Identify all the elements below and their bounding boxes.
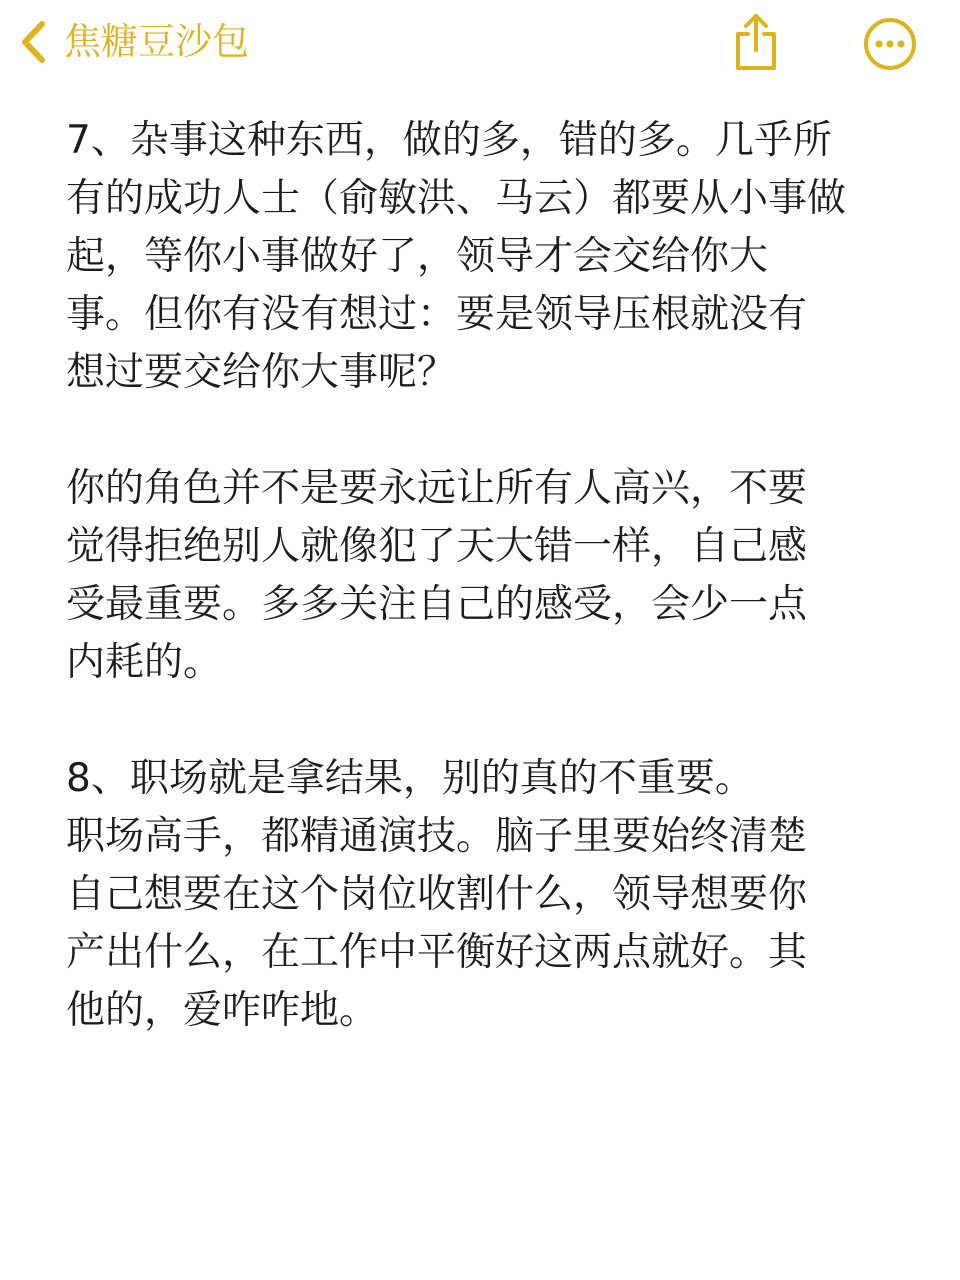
more-button[interactable]: [862, 16, 918, 72]
note-body[interactable]: [66, 112, 906, 1098]
note-line: 7、杂事这种东西，做的多，错的多。几乎所: [66, 118, 832, 163]
more-icon: [862, 57, 918, 76]
note-line: 产出什么，在工作中平衡好这两点就好。其: [66, 930, 808, 975]
note-line: 内耗的。: [66, 640, 223, 685]
note-line: 想过要交给你大事呢？: [66, 350, 457, 395]
note-line: 起，等你小事做好了，领导才会交给你大: [66, 234, 769, 279]
note-paragraph: [66, 112, 906, 402]
note-line: 职场高手，都精通演技。脑子里要始终清楚: [66, 814, 808, 859]
note-line: 自己想要在这个岗位收割什么，领导想要你: [66, 872, 808, 917]
chevron-left-icon: [18, 19, 48, 65]
note-line: 事。但你有没有想过：要是领导压根就没有: [66, 292, 808, 337]
note-line: 觉得拒绝别人就像犯了天大错一样，自己感: [66, 524, 808, 569]
note-line: 有的成功人士（俞敏洪、马云）都要从小事做: [66, 176, 847, 221]
back-label: 焦糖豆沙包: [64, 20, 249, 63]
back-button[interactable]: [18, 16, 249, 68]
note-line: 你的角色并不是要永远让所有人高兴，不要: [66, 466, 808, 511]
share-button[interactable]: [730, 12, 782, 72]
navigation-bar: [0, 0, 960, 88]
note-paragraph: [66, 750, 906, 1040]
note-line: 他的，爱咋咋地。: [66, 988, 379, 1033]
share-icon: [730, 57, 782, 76]
note-line: 8、职场就是拿结果，别的真的不重要。: [66, 756, 754, 801]
note-line: 受最重要。多多关注自己的感受，会少一点: [66, 582, 808, 627]
note-paragraph: [66, 460, 906, 692]
